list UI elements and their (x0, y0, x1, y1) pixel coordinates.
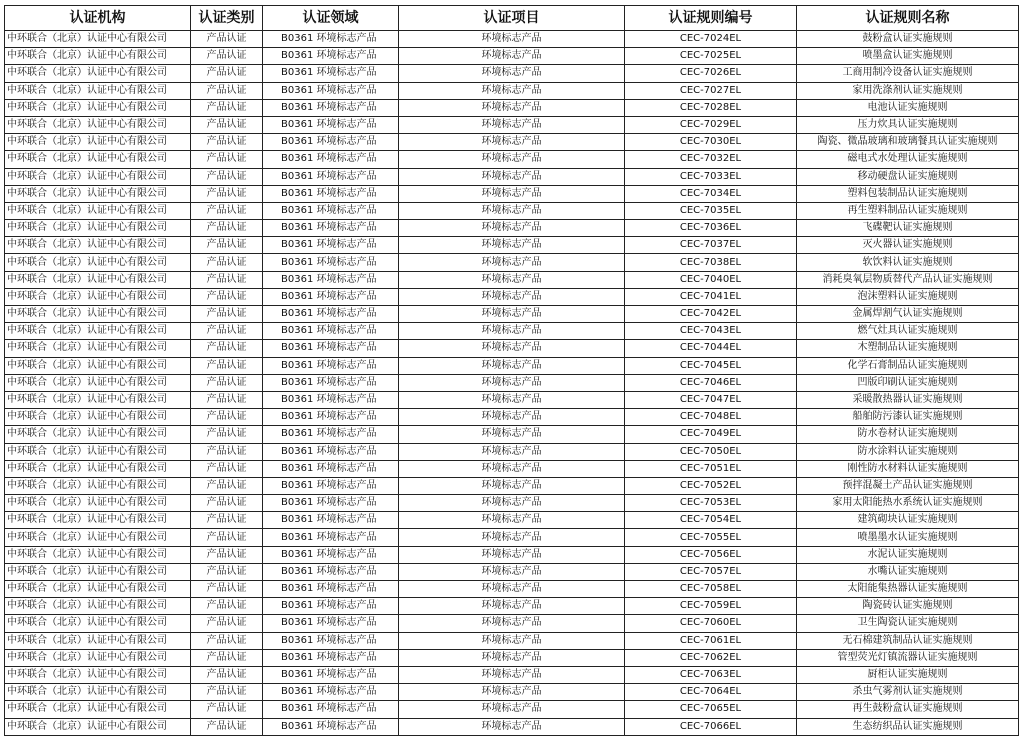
cert-category-cell: 产品认证 (191, 684, 263, 701)
cert-field-cell: B0361 环境标志产品 (263, 632, 399, 649)
cert-field-cell: B0361 环境标志产品 (263, 426, 399, 443)
table-row (5, 271, 1019, 288)
cert-body-cell: 中环联合（北京）认证中心有限公司 (5, 477, 191, 494)
rule-name-cell: 刚性防水材料认证实施规则 (797, 460, 1019, 477)
cert-field-cell: B0361 环境标志产品 (263, 31, 399, 48)
cert-category-cell: 产品认证 (191, 31, 263, 48)
cert-project-cell: 环境标志产品 (399, 151, 625, 168)
cert-category-cell: 产品认证 (191, 65, 263, 82)
cert-category-cell: 产品认证 (191, 271, 263, 288)
cert-project-cell: 环境标志产品 (399, 409, 625, 426)
cert-category-cell: 产品认证 (191, 254, 263, 271)
cert-body-cell: 中环联合（北京）认证中心有限公司 (5, 495, 191, 512)
table-row (5, 718, 1019, 735)
rule-number-cell: CEC-7043EL (625, 323, 797, 340)
table-row (5, 99, 1019, 116)
cert-category-cell: 产品认证 (191, 306, 263, 323)
cert-body-cell: 中环联合（北京）认证中心有限公司 (5, 443, 191, 460)
header-cert-field: 认证领域 (263, 6, 399, 31)
cert-category-cell: 产品认证 (191, 581, 263, 598)
cert-field-cell: B0361 环境标志产品 (263, 666, 399, 683)
cert-body-cell: 中环联合（北京）认证中心有限公司 (5, 598, 191, 615)
cert-project-cell: 环境标志产品 (399, 82, 625, 99)
cert-category-cell: 产品认证 (191, 202, 263, 219)
cert-body-cell: 中环联合（北京）认证中心有限公司 (5, 701, 191, 718)
cert-category-cell: 产品认证 (191, 563, 263, 580)
cert-field-cell: B0361 环境标志产品 (263, 48, 399, 65)
cert-body-cell: 中环联合（北京）认证中心有限公司 (5, 288, 191, 305)
cert-project-cell: 环境标志产品 (399, 31, 625, 48)
cert-body-cell: 中环联合（北京）认证中心有限公司 (5, 202, 191, 219)
cert-category-cell: 产品认证 (191, 598, 263, 615)
table-row (5, 426, 1019, 443)
rule-name-cell: 压力炊具认证实施规则 (797, 116, 1019, 133)
rule-number-cell: CEC-7045EL (625, 357, 797, 374)
cert-body-cell: 中环联合（北京）认证中心有限公司 (5, 409, 191, 426)
rule-name-cell: 陶瓷砖认证实施规则 (797, 598, 1019, 615)
table-row (5, 649, 1019, 666)
cert-category-cell: 产品认证 (191, 615, 263, 632)
cert-field-cell: B0361 环境标志产品 (263, 99, 399, 116)
cert-project-cell: 环境标志产品 (399, 512, 625, 529)
header-cert-project: 认证项目 (399, 6, 625, 31)
cert-body-cell: 中环联合（北京）认证中心有限公司 (5, 391, 191, 408)
rule-name-cell: 化学石膏制品认证实施规则 (797, 357, 1019, 374)
cert-project-cell: 环境标志产品 (399, 632, 625, 649)
cert-project-cell: 环境标志产品 (399, 116, 625, 133)
rule-number-cell: CEC-7042EL (625, 306, 797, 323)
rule-number-cell: CEC-7065EL (625, 701, 797, 718)
cert-category-cell: 产品认证 (191, 374, 263, 391)
cert-category-cell: 产品认证 (191, 666, 263, 683)
table-row (5, 477, 1019, 494)
cert-body-cell: 中环联合（北京）认证中心有限公司 (5, 512, 191, 529)
cert-field-cell: B0361 环境标志产品 (263, 288, 399, 305)
table-row (5, 409, 1019, 426)
cert-body-cell: 中环联合（北京）认证中心有限公司 (5, 31, 191, 48)
cert-category-cell: 产品认证 (191, 340, 263, 357)
rule-name-cell: 厨柜认证实施规则 (797, 666, 1019, 683)
table-row (5, 202, 1019, 219)
cert-project-cell: 环境标志产品 (399, 443, 625, 460)
cert-project-cell: 环境标志产品 (399, 529, 625, 546)
rule-name-cell: 建筑砌块认证实施规则 (797, 512, 1019, 529)
cert-body-cell: 中环联合（北京）认证中心有限公司 (5, 529, 191, 546)
cert-project-cell: 环境标志产品 (399, 426, 625, 443)
cert-body-cell: 中环联合（北京）认证中心有限公司 (5, 374, 191, 391)
rule-number-cell: CEC-7049EL (625, 426, 797, 443)
cert-body-cell: 中环联合（北京）认证中心有限公司 (5, 306, 191, 323)
rule-number-cell: CEC-7030EL (625, 134, 797, 151)
table-row (5, 460, 1019, 477)
table-row (5, 391, 1019, 408)
rule-number-cell: CEC-7056EL (625, 546, 797, 563)
table-row (5, 701, 1019, 718)
table-body (5, 31, 1019, 736)
cert-field-cell: B0361 环境标志产品 (263, 391, 399, 408)
table-row (5, 340, 1019, 357)
table-row (5, 254, 1019, 271)
rule-name-cell: 太阳能集热器认证实施规则 (797, 581, 1019, 598)
rule-name-cell: 软饮料认证实施规则 (797, 254, 1019, 271)
rule-name-cell: 卫生陶瓷认证实施规则 (797, 615, 1019, 632)
cert-field-cell: B0361 环境标志产品 (263, 615, 399, 632)
rule-name-cell: 无石棉建筑制品认证实施规则 (797, 632, 1019, 649)
cert-field-cell: B0361 环境标志产品 (263, 443, 399, 460)
cert-project-cell: 环境标志产品 (399, 288, 625, 305)
cert-category-cell: 产品认证 (191, 701, 263, 718)
cert-field-cell: B0361 环境标志产品 (263, 185, 399, 202)
cert-field-cell: B0361 环境标志产品 (263, 220, 399, 237)
table-row (5, 443, 1019, 460)
rule-name-cell: 飞碟靶认证实施规则 (797, 220, 1019, 237)
rule-number-cell: CEC-7034EL (625, 185, 797, 202)
cert-category-cell: 产品认证 (191, 632, 263, 649)
cert-project-cell: 环境标志产品 (399, 495, 625, 512)
rule-name-cell: 电池认证实施规则 (797, 99, 1019, 116)
cert-category-cell: 产品认证 (191, 426, 263, 443)
rule-number-cell: CEC-7062EL (625, 649, 797, 666)
rule-name-cell: 鼓粉盒认证实施规则 (797, 31, 1019, 48)
cert-project-cell: 环境标志产品 (399, 546, 625, 563)
rule-name-cell: 燃气灶具认证实施规则 (797, 323, 1019, 340)
cert-category-cell: 产品认证 (191, 409, 263, 426)
cert-field-cell: B0361 环境标志产品 (263, 254, 399, 271)
rule-name-cell: 陶瓷、微晶玻璃和玻璃餐具认证实施规则 (797, 134, 1019, 151)
table-row (5, 598, 1019, 615)
cert-body-cell: 中环联合（北京）认证中心有限公司 (5, 546, 191, 563)
cert-project-cell: 环境标志产品 (399, 684, 625, 701)
table-row (5, 374, 1019, 391)
rule-number-cell: CEC-7027EL (625, 82, 797, 99)
cert-category-cell: 产品认证 (191, 168, 263, 185)
rule-name-cell: 再生塑料制品认证实施规则 (797, 202, 1019, 219)
cert-field-cell: B0361 环境标志产品 (263, 563, 399, 580)
rule-number-cell: CEC-7029EL (625, 116, 797, 133)
cert-project-cell: 环境标志产品 (399, 306, 625, 323)
cert-field-cell: B0361 环境标志产品 (263, 237, 399, 254)
cert-project-cell: 环境标志产品 (399, 323, 625, 340)
cert-project-cell: 环境标志产品 (399, 65, 625, 82)
cert-field-cell: B0361 环境标志产品 (263, 649, 399, 666)
rule-name-cell: 凹版印刷认证实施规则 (797, 374, 1019, 391)
cert-project-cell: 环境标志产品 (399, 340, 625, 357)
cert-project-cell: 环境标志产品 (399, 581, 625, 598)
cert-field-cell: B0361 环境标志产品 (263, 374, 399, 391)
cert-category-cell: 产品认证 (191, 357, 263, 374)
rule-number-cell: CEC-7047EL (625, 391, 797, 408)
rule-number-cell: CEC-7054EL (625, 512, 797, 529)
rule-name-cell: 喷墨墨水认证实施规则 (797, 529, 1019, 546)
cert-body-cell: 中环联合（北京）认证中心有限公司 (5, 185, 191, 202)
rule-number-cell: CEC-7064EL (625, 684, 797, 701)
cert-body-cell: 中环联合（北京）认证中心有限公司 (5, 323, 191, 340)
cert-body-cell: 中环联合（北京）认证中心有限公司 (5, 99, 191, 116)
cert-project-cell: 环境标志产品 (399, 134, 625, 151)
cert-project-cell: 环境标志产品 (399, 254, 625, 271)
table-row (5, 48, 1019, 65)
cert-project-cell: 环境标志产品 (399, 460, 625, 477)
rule-number-cell: CEC-7038EL (625, 254, 797, 271)
cert-category-cell: 产品认证 (191, 391, 263, 408)
cert-category-cell: 产品认证 (191, 134, 263, 151)
cert-category-cell: 产品认证 (191, 288, 263, 305)
cert-category-cell: 产品认证 (191, 443, 263, 460)
table-row (5, 134, 1019, 151)
table-row (5, 306, 1019, 323)
rule-name-cell: 金属焊割气认证实施规则 (797, 306, 1019, 323)
cert-category-cell: 产品认证 (191, 185, 263, 202)
cert-body-cell: 中环联合（北京）认证中心有限公司 (5, 563, 191, 580)
rule-number-cell: CEC-7053EL (625, 495, 797, 512)
header-cert-body: 认证机构 (5, 6, 191, 31)
cert-category-cell: 产品认证 (191, 546, 263, 563)
cert-category-cell: 产品认证 (191, 718, 263, 735)
rule-number-cell: CEC-7044EL (625, 340, 797, 357)
cert-field-cell: B0361 环境标志产品 (263, 306, 399, 323)
rule-number-cell: CEC-7041EL (625, 288, 797, 305)
cert-field-cell: B0361 环境标志产品 (263, 460, 399, 477)
table-row (5, 684, 1019, 701)
cert-project-cell: 环境标志产品 (399, 48, 625, 65)
cert-field-cell: B0361 环境标志产品 (263, 82, 399, 99)
rule-number-cell: CEC-7066EL (625, 718, 797, 735)
certification-rules-table (4, 5, 1019, 736)
cert-body-cell: 中环联合（北京）认证中心有限公司 (5, 649, 191, 666)
cert-body-cell: 中环联合（北京）认证中心有限公司 (5, 237, 191, 254)
cert-field-cell: B0361 环境标志产品 (263, 477, 399, 494)
rule-name-cell: 木塑制品认证实施规则 (797, 340, 1019, 357)
rule-name-cell: 移动硬盘认证实施规则 (797, 168, 1019, 185)
table-row (5, 512, 1019, 529)
rule-number-cell: CEC-7051EL (625, 460, 797, 477)
rule-number-cell: CEC-7058EL (625, 581, 797, 598)
cert-body-cell: 中环联合（北京）认证中心有限公司 (5, 581, 191, 598)
table-row (5, 82, 1019, 99)
cert-project-cell: 环境标志产品 (399, 718, 625, 735)
rule-name-cell: 杀虫气雾剂认证实施规则 (797, 684, 1019, 701)
cert-project-cell: 环境标志产品 (399, 391, 625, 408)
cert-body-cell: 中环联合（北京）认证中心有限公司 (5, 151, 191, 168)
rule-number-cell: CEC-7063EL (625, 666, 797, 683)
cert-field-cell: B0361 环境标志产品 (263, 340, 399, 357)
cert-category-cell: 产品认证 (191, 237, 263, 254)
table-row (5, 65, 1019, 82)
table-row (5, 615, 1019, 632)
cert-body-cell: 中环联合（北京）认证中心有限公司 (5, 82, 191, 99)
cert-body-cell: 中环联合（北京）认证中心有限公司 (5, 718, 191, 735)
rule-name-cell: 泡沫塑料认证实施规则 (797, 288, 1019, 305)
cert-project-cell: 环境标志产品 (399, 701, 625, 718)
cert-project-cell: 环境标志产品 (399, 357, 625, 374)
table-row (5, 31, 1019, 48)
table-row (5, 323, 1019, 340)
cert-field-cell: B0361 环境标志产品 (263, 116, 399, 133)
cert-category-cell: 产品认证 (191, 477, 263, 494)
cert-body-cell: 中环联合（北京）认证中心有限公司 (5, 134, 191, 151)
cert-body-cell: 中环联合（北京）认证中心有限公司 (5, 65, 191, 82)
cert-field-cell: B0361 环境标志产品 (263, 701, 399, 718)
table-row (5, 529, 1019, 546)
rule-number-cell: CEC-7059EL (625, 598, 797, 615)
cert-field-cell: B0361 环境标志产品 (263, 546, 399, 563)
rule-name-cell: 生态纺织品认证实施规则 (797, 718, 1019, 735)
cert-project-cell: 环境标志产品 (399, 649, 625, 666)
rule-name-cell: 塑料包装制品认证实施规则 (797, 185, 1019, 202)
cert-field-cell: B0361 环境标志产品 (263, 598, 399, 615)
cert-category-cell: 产品认证 (191, 529, 263, 546)
certification-rules-sheet (4, 5, 1018, 736)
rule-number-cell: CEC-7026EL (625, 65, 797, 82)
cert-category-cell: 产品认证 (191, 512, 263, 529)
header-rule-name: 认证规则名称 (797, 6, 1019, 31)
rule-name-cell: 再生鼓粉盒认证实施规则 (797, 701, 1019, 718)
table-row (5, 546, 1019, 563)
cert-project-cell: 环境标志产品 (399, 615, 625, 632)
header-cert-category: 认证类别 (191, 6, 263, 31)
table-row (5, 563, 1019, 580)
rule-name-cell: 喷墨盒认证实施规则 (797, 48, 1019, 65)
rule-number-cell: CEC-7036EL (625, 220, 797, 237)
table-row (5, 237, 1019, 254)
rule-name-cell: 采暖散热器认证实施规则 (797, 391, 1019, 408)
cert-category-cell: 产品认证 (191, 323, 263, 340)
cert-project-cell: 环境标志产品 (399, 271, 625, 288)
rule-number-cell: CEC-7025EL (625, 48, 797, 65)
rule-number-cell: CEC-7060EL (625, 615, 797, 632)
cert-field-cell: B0361 环境标志产品 (263, 512, 399, 529)
cert-field-cell: B0361 环境标志产品 (263, 495, 399, 512)
cert-category-cell: 产品认证 (191, 82, 263, 99)
cert-field-cell: B0361 环境标志产品 (263, 65, 399, 82)
cert-category-cell: 产品认证 (191, 151, 263, 168)
cert-body-cell: 中环联合（北京）认证中心有限公司 (5, 357, 191, 374)
cert-project-cell: 环境标志产品 (399, 168, 625, 185)
rule-name-cell: 防水卷材认证实施规则 (797, 426, 1019, 443)
cert-project-cell: 环境标志产品 (399, 99, 625, 116)
table-row (5, 185, 1019, 202)
cert-field-cell: B0361 环境标志产品 (263, 357, 399, 374)
cert-body-cell: 中环联合（北京）认证中心有限公司 (5, 460, 191, 477)
rule-number-cell: CEC-7040EL (625, 271, 797, 288)
cert-field-cell: B0361 环境标志产品 (263, 581, 399, 598)
rule-number-cell: CEC-7055EL (625, 529, 797, 546)
cert-field-cell: B0361 环境标志产品 (263, 684, 399, 701)
table-row (5, 220, 1019, 237)
rule-name-cell: 防水涂料认证实施规则 (797, 443, 1019, 460)
cert-field-cell: B0361 环境标志产品 (263, 529, 399, 546)
rule-number-cell: CEC-7050EL (625, 443, 797, 460)
cert-body-cell: 中环联合（北京）认证中心有限公司 (5, 426, 191, 443)
cert-field-cell: B0361 环境标志产品 (263, 718, 399, 735)
table-row (5, 357, 1019, 374)
rule-number-cell: CEC-7028EL (625, 99, 797, 116)
cert-body-cell: 中环联合（北京）认证中心有限公司 (5, 632, 191, 649)
cert-category-cell: 产品认证 (191, 116, 263, 133)
cert-project-cell: 环境标志产品 (399, 237, 625, 254)
cert-category-cell: 产品认证 (191, 220, 263, 237)
rule-number-cell: CEC-7052EL (625, 477, 797, 494)
rule-name-cell: 消耗臭氧层物质替代产品认证实施规则 (797, 271, 1019, 288)
cert-body-cell: 中环联合（北京）认证中心有限公司 (5, 271, 191, 288)
rule-name-cell: 预拌混凝土产品认证实施规则 (797, 477, 1019, 494)
cert-body-cell: 中环联合（北京）认证中心有限公司 (5, 666, 191, 683)
cert-field-cell: B0361 环境标志产品 (263, 168, 399, 185)
rule-number-cell: CEC-7046EL (625, 374, 797, 391)
cert-field-cell: B0361 环境标志产品 (263, 271, 399, 288)
cert-project-cell: 环境标志产品 (399, 374, 625, 391)
rule-name-cell: 水泥认证实施规则 (797, 546, 1019, 563)
cert-field-cell: B0361 环境标志产品 (263, 151, 399, 168)
rule-name-cell: 磁电式水处理认证实施规则 (797, 151, 1019, 168)
table-row (5, 116, 1019, 133)
cert-category-cell: 产品认证 (191, 48, 263, 65)
cert-body-cell: 中环联合（北京）认证中心有限公司 (5, 116, 191, 133)
rule-number-cell: CEC-7033EL (625, 168, 797, 185)
cert-category-cell: 产品认证 (191, 649, 263, 666)
cert-category-cell: 产品认证 (191, 99, 263, 116)
cert-field-cell: B0361 环境标志产品 (263, 134, 399, 151)
header-row (5, 6, 1019, 31)
cert-body-cell: 中环联合（北京）认证中心有限公司 (5, 48, 191, 65)
rule-name-cell: 管型荧光灯镇流器认证实施规则 (797, 649, 1019, 666)
rule-name-cell: 工商用制冷设备认证实施规则 (797, 65, 1019, 82)
rule-number-cell: CEC-7024EL (625, 31, 797, 48)
table-row (5, 495, 1019, 512)
table-row (5, 632, 1019, 649)
cert-project-cell: 环境标志产品 (399, 477, 625, 494)
table-row (5, 168, 1019, 185)
cert-field-cell: B0361 环境标志产品 (263, 409, 399, 426)
cert-body-cell: 中环联合（北京）认证中心有限公司 (5, 254, 191, 271)
rule-name-cell: 灭火器认证实施规则 (797, 237, 1019, 254)
rule-number-cell: CEC-7035EL (625, 202, 797, 219)
rule-name-cell: 家用洗涤剂认证实施规则 (797, 82, 1019, 99)
rule-number-cell: CEC-7048EL (625, 409, 797, 426)
table-row (5, 288, 1019, 305)
rule-name-cell: 家用太阳能热水系统认证实施规则 (797, 495, 1019, 512)
rule-number-cell: CEC-7032EL (625, 151, 797, 168)
cert-body-cell: 中环联合（北京）认证中心有限公司 (5, 684, 191, 701)
cert-category-cell: 产品认证 (191, 495, 263, 512)
header-rule-number: 认证规则编号 (625, 6, 797, 31)
table-row (5, 581, 1019, 598)
cert-project-cell: 环境标志产品 (399, 185, 625, 202)
rule-name-cell: 船舶防污漆认证实施规则 (797, 409, 1019, 426)
cert-project-cell: 环境标志产品 (399, 666, 625, 683)
cert-project-cell: 环境标志产品 (399, 563, 625, 580)
table-row (5, 151, 1019, 168)
cert-body-cell: 中环联合（北京）认证中心有限公司 (5, 615, 191, 632)
cert-field-cell: B0361 环境标志产品 (263, 202, 399, 219)
cert-body-cell: 中环联合（北京）认证中心有限公司 (5, 220, 191, 237)
cert-project-cell: 环境标志产品 (399, 202, 625, 219)
rule-number-cell: CEC-7061EL (625, 632, 797, 649)
rule-number-cell: CEC-7037EL (625, 237, 797, 254)
cert-project-cell: 环境标志产品 (399, 220, 625, 237)
table-row (5, 666, 1019, 683)
rule-number-cell: CEC-7057EL (625, 563, 797, 580)
cert-project-cell: 环境标志产品 (399, 598, 625, 615)
cert-field-cell: B0361 环境标志产品 (263, 323, 399, 340)
table-header (5, 6, 1019, 31)
rule-name-cell: 水嘴认证实施规则 (797, 563, 1019, 580)
cert-body-cell: 中环联合（北京）认证中心有限公司 (5, 168, 191, 185)
cert-category-cell: 产品认证 (191, 460, 263, 477)
cert-body-cell: 中环联合（北京）认证中心有限公司 (5, 340, 191, 357)
